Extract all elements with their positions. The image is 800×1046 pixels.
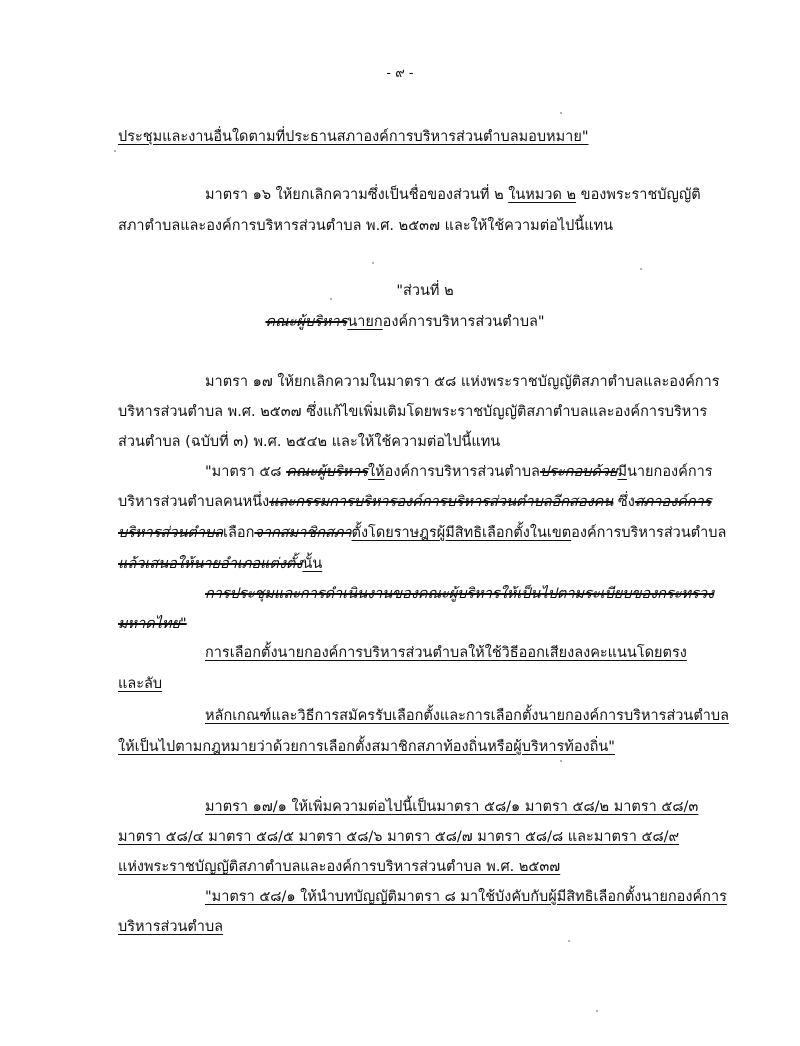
- scan-speck: [640, 268, 642, 270]
- text-line: [205, 706, 729, 726]
- text-run: มาตรา ๑๗ ให้ยกเลิกความในมาตรา ๕๘ แห่งพระราชบัญญัติสภาตำบลและองค์การ: [205, 374, 720, 390]
- text-line: [118, 917, 223, 937]
- text-line: [118, 674, 162, 694]
- scan-speck: [560, 112, 562, 114]
- underlined-text: หลักเกณฑ์และวิธีการสมัครรับเลือกตั้งและการเลือกตั้งนายกองค์การบริหารส่วนตำบล: [205, 708, 729, 724]
- text-line: [205, 643, 687, 663]
- struck-text: คณะผู้บริหาร: [265, 314, 348, 330]
- text-run: องค์การบริหารส่วนตำบล: [571, 525, 727, 541]
- text-run: บริหารส่วนตำบล พ.ศ. ๒๕๓๗ ซึ่งแก้ไขเพิ่มเติมโดยพระราชบัญญัติสภาตำบลและองค์การบริหาร: [118, 404, 708, 420]
- scan-speck: [560, 760, 562, 762]
- text-run: ซึ่ง: [613, 494, 635, 510]
- text-run: มาตรา ๑๖ ให้ยกเลิกความซึ่งเป็นชื่อของส่วนที่ ๒: [205, 187, 509, 203]
- struck-text: แล้วเสนอให้นายอำเภอแต่งตั้ง: [118, 556, 303, 572]
- struck-text: บริหารส่วนตำบล: [118, 525, 224, 541]
- struck-text: และกรรมการบริหารองค์การบริหารส่วนตำบลอีกสองคน: [269, 494, 614, 510]
- struck-text: การประชุมและการดำเนินงานของคณะผู้บริหารให้เป็นไปตามระเบียบของกระทรวง: [205, 586, 715, 602]
- underlined-text: มี: [617, 464, 627, 480]
- text-line: [118, 614, 187, 634]
- scan-speck: [596, 1010, 598, 1012]
- struck-text: สภาองค์การ: [634, 494, 712, 510]
- text-run: สภาตำบลและองค์การบริหารส่วนตำบล พ.ศ. ๒๕๓๗ และให้ใช้ความต่อไปนี้แทน: [118, 218, 614, 234]
- text-line: [118, 554, 322, 574]
- underlined-text: ตั้งโดยราษฎรผู้มีสิทธิเลือกตั้งในเขต: [351, 525, 572, 541]
- text-line: [118, 492, 712, 512]
- text-run: องค์การบริหารส่วนตำบล: [384, 464, 540, 480]
- scan-speck: [330, 298, 332, 300]
- text-run: เลือก: [223, 525, 255, 541]
- text-line: [205, 185, 701, 205]
- underlined-text: ในหมวด ๒: [508, 187, 577, 203]
- text-line: [205, 584, 714, 604]
- scan-speck: [568, 940, 570, 942]
- underlined-text: แห่งพระราชบัญญัติสภาตำบลและองค์การบริหารส่วนตำบล พ.ศ. ๒๕๓๗: [118, 859, 561, 875]
- text-line: [118, 216, 613, 236]
- text-run: นายกองค์การ: [627, 464, 713, 480]
- text-run: ของพระราชบัญญัติ: [576, 187, 701, 203]
- text-line: [205, 797, 698, 817]
- underlined-text: มาตรา ๕๘/๔ มาตรา ๕๘/๕ มาตรา ๕๘/๖ มาตรา ๕๘/๗ มาตรา ๕๘/๘ และมาตรา ๕๘/๙: [118, 829, 680, 845]
- section-heading: [0, 281, 800, 301]
- text-run: "มาตรา ๕๘: [205, 464, 287, 480]
- text-line: [118, 827, 679, 847]
- text-run: "ส่วนที่ ๒: [396, 283, 454, 299]
- text-line: [205, 462, 713, 482]
- section-title: [0, 312, 800, 332]
- text-line: [118, 737, 615, 757]
- underlined-text: การเลือกตั้งนายกองค์การบริหารส่วนตำบลให้ใช้วิธีออกเสียงลงคะแนนโดยตรง: [205, 645, 687, 661]
- underlined-text: บริหารส่วนตำบล: [118, 919, 224, 935]
- underlined-text: ประชุมและงานอื่นใดตามที่ประธานสภาองค์การบริหารส่วนตำบลมอบหมาย": [118, 129, 589, 145]
- page-number: - ๙ -: [386, 66, 414, 81]
- text-run: บริหารส่วนตำบลคนหนึ่ง: [118, 494, 270, 510]
- underlined-text: ให้เป็นไปตามกฎหมายว่าด้วยการเลือกตั้งสมาชิกสภาท้องถิ่นหรือผู้บริหารท้องถิ่น": [118, 739, 615, 755]
- struck-text: จากสมาชิกสภา: [254, 525, 352, 541]
- struck-text: มหาดไทย": [118, 616, 187, 632]
- text-run: ส่วนตำบล (ฉบับที่ ๓) พ.ศ. ๒๕๔๒ และให้ใช้ความต่อไปนี้แทน: [118, 434, 501, 450]
- text-line: [118, 127, 589, 147]
- text-line: [118, 857, 560, 877]
- underlined-text: "มาตรา ๕๘/๑ ให้นำบทบัญญัติมาตรา ๘ มาใช้บังคับกับผู้มีสิทธิเลือกตั้งนายกองค์การ: [205, 889, 727, 905]
- text-run: องค์การบริหารส่วนตำบล": [382, 314, 545, 330]
- underlined-text: และลับ: [118, 676, 163, 692]
- text-line: [118, 432, 500, 452]
- underlined-text: นั้น: [302, 556, 323, 572]
- underlined-text: นายก: [347, 314, 383, 330]
- struck-text: คณะผู้บริหาร: [286, 464, 369, 480]
- scan-speck: [114, 150, 116, 152]
- underlined-text: ให้: [368, 464, 385, 480]
- scan-speck: [372, 262, 374, 264]
- text-line: [118, 402, 707, 422]
- underlined-text: มาตรา ๑๗/๑ ให้เพิ่มความต่อไปนี้เป็นมาตรา ๕๘/๑ มาตรา ๕๘/๒ มาตรา ๕๘/๓: [205, 799, 699, 815]
- text-line: [118, 523, 726, 543]
- struck-text: ประกอบด้วย: [539, 464, 618, 480]
- text-line: [205, 372, 720, 392]
- text-line: [205, 887, 727, 907]
